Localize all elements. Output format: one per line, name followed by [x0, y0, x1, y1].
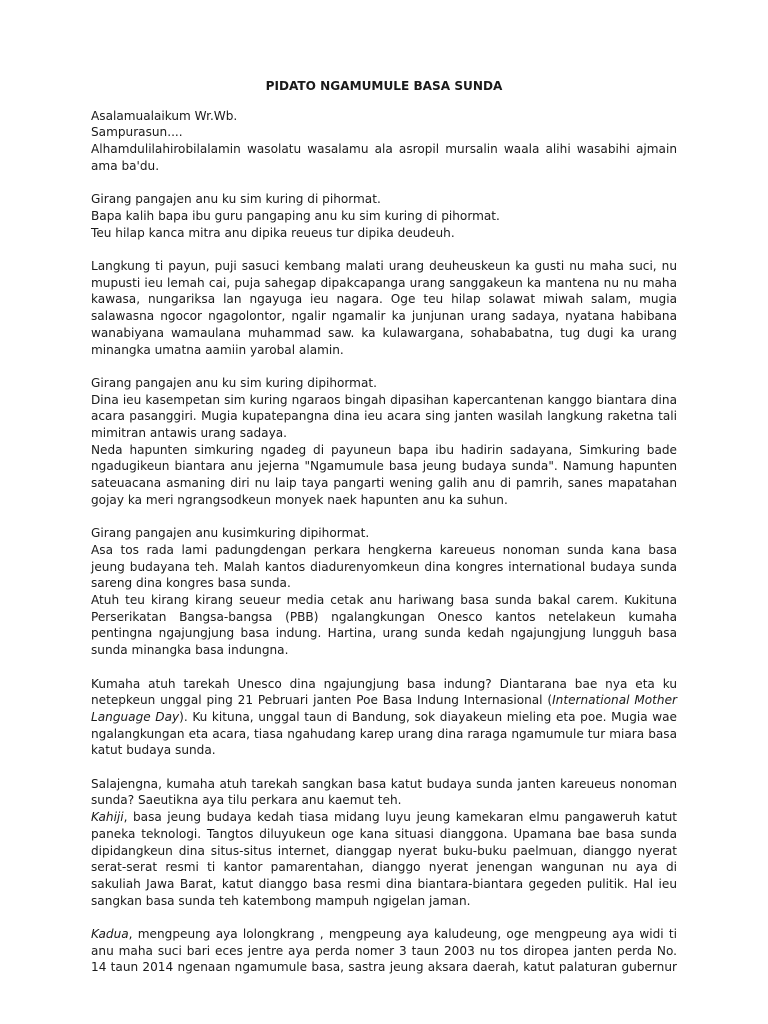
pride-line: sareng dina kongres basa sunda. [91, 576, 291, 591]
salutation-line: Girang pangajen anu kusimkuring dipihormat. [91, 526, 370, 541]
unesco-line: Kumaha atuh tarekah Unesco dina ngajungjung basa indung? Diantarana bae nya eta ku [91, 676, 677, 691]
first-point-label: Kahiji [91, 810, 124, 825]
unesco-text: netepkeun unggal ping 21 Pebruari janten Poe Basa Indung Internasional ( [91, 693, 553, 708]
media-line: sunda minangka basa indungna. [91, 643, 289, 658]
unesco-line: ngalangkungan eta acara, tiasa ngahudang karep urang dina raraga ngamumule tur miara basa [91, 726, 677, 741]
hamdalah-line: ama ba'du. [91, 158, 160, 173]
salutation-line: Teu hilap kanca mitra anu dipika reueus tur dipika deudeuh. [91, 225, 455, 240]
opportunity-line: Dina ieu kasempetan sim kuring ngaraos bingah dipasihan kapercantenan kanggo biantara dina [91, 392, 677, 407]
unesco-line: katut budaya sunda. [91, 743, 216, 758]
apology-line: gojay ka meri ngrangsodkeun monyek naek hapunten anu ka suhun. [91, 492, 508, 507]
document-title: PIDATO NGAMUMULE BASA SUNDA [265, 79, 503, 93]
media-line: Perserikatan Bangsa-bangsa (PBB) ngalangkungan Onesco kantos netelakeun kumaha [91, 609, 677, 624]
opening-paragraph [91, 108, 677, 175]
second-point-line: anu maha suci bari eces jentre aya perda nomer 3 taun 2003 nu tos diropea janten perda No. [91, 943, 677, 958]
media-line: Atuh teu kirang kirang seueur media cetak anu hariwang basa sunda bakal carem. Kukituna [91, 593, 677, 608]
pride-paragraph [91, 525, 677, 659]
salutation-line: Bapa kalih bapa ibu guru pangaping anu ku sim kuring di pihormat. [91, 208, 500, 223]
first-point-text: , basa jeung budaya kedah tiasa midang luyu jeung kamekaran elmu pangaweruh katut [123, 810, 677, 825]
second-point-line: 14 taun 2014 ngenaan ngamumule basa, sastra jeung aksara daerah, katut palaturan gubernur [91, 960, 677, 975]
unesco-text: ). Ku kituna, unggal taun di Bandung, sok diayakeun mieling eta poe. Mugia wae [179, 709, 677, 724]
praise-line: Langkung ti payun, puji sasuci kembang malati urang deuheuskeun ka gusti nu maha suci, nu [91, 259, 677, 273]
praise-line: minangka umatna aamiin yarobal alamin. [91, 342, 344, 357]
first-point-line: sakuliah Jawa Barat, katut dianggo basa resmi dina biantara-biantara gegeden pulitik. Hal ieu [91, 876, 677, 891]
next-steps-paragraph [91, 776, 677, 910]
first-point-line: serat-serat resmi ti kantor pamarentahan, dianggo nyerat jenengan wangunan nu aya di [91, 860, 677, 875]
opportunity-line: mimitran antawis urang sadaya. [91, 426, 287, 441]
next-steps-line: sunda? Saeutikna aya tilu perkara anu kaemut teh. [91, 793, 402, 808]
praise-line: salawasna ngocor ngagolontor, ngalir ngamalir ka junjunan urang sadaya, nyatana habibana [91, 309, 677, 324]
praise-line: wanabiyana wamaulana muhammad saw. ka kulawargana, sohababatna, tug dugi ka urang [91, 325, 677, 340]
media-line: pentingna ngajungjung basa indung. Hartina, urang sunda kedah ngajungjung lungguh basa [91, 626, 677, 641]
first-point-line: paneka teknologi. Tangtos diluyukeun oge kana situasi dianggona. Upamana bae basa sunda [91, 826, 677, 841]
salutation-line: Girang pangajen anu ku sim kuring di pihormat. [91, 192, 381, 207]
opportunity-paragraph [91, 375, 677, 509]
unesco-paragraph [91, 676, 677, 760]
day-name-italic: International Mother [552, 693, 677, 708]
salutation-paragraph [91, 191, 677, 241]
praise-line: mupusti ieu lemah cai, puja sahegap dipakcapanga urang sanggakeun ka mantena nu nu maha [91, 275, 677, 290]
sampurasun-line: Sampurasun.... [91, 125, 183, 140]
next-steps-line: Salajengna, kumaha atuh tarekah sangkan basa katut budaya sunda janten kareueus nonoman [91, 776, 677, 791]
praise-line: kawasa, nungariksa lan ngayuga ieu nagara. Oge teu hilap solawat miwah salam, mugia [91, 292, 677, 307]
second-point-paragraph [91, 926, 677, 976]
greeting-line: Asalamualaikum Wr.Wb. [91, 108, 238, 123]
hamdalah-line: Alhamdulilahirobilalamin wasolatu wasalamu ala asropil mursalin waala alihi wasabihi ajmain [91, 142, 677, 157]
unesco-line [91, 692, 677, 709]
pride-line: Asa tos rada lami padungdengan perkara hengkerna kareueus nonoman sunda kana basa [91, 542, 677, 557]
pride-line: jeung budayana teh. Malah kantos diadurenyomkeun dina kongres international budaya sunda [91, 559, 677, 574]
day-name-italic: Language Day [91, 709, 180, 724]
second-point-label: Kadua [91, 927, 129, 942]
apology-line: ngadugikeun biantara anu jejerna "Ngamumule basa jeung budaya sunda". Namung hapunten [91, 459, 677, 474]
apology-line: Neda hapunten simkuring ngadeg di payuneun bapa ibu hadirin sadayana, Simkuring bade [91, 442, 677, 457]
opportunity-line: acara pasanggiri. Mugia kupatepangna dina ieu acara sing janten wasilah langkung raketna tali [91, 409, 677, 424]
second-point-text: , mengpeung aya lolongkrang , mengpeung aya kaludeung, oge mengpeung aya widi ti [128, 927, 677, 942]
document-page [91, 78, 677, 993]
apology-line: sateuacana asmaning diri nu laip taya pangarti wening galih anu di pamrih, sanes mapatahan [91, 476, 677, 491]
first-point-line: sangkan basa sunda teh katembong mampuh ngigelan jaman. [91, 893, 471, 908]
first-point-line [91, 809, 677, 826]
unesco-line [91, 709, 677, 726]
salutation-line: Girang pangajen anu ku sim kuring dipihormat. [91, 375, 377, 390]
praise-paragraph [91, 258, 677, 358]
first-point-line: dipidangkeun dina situs-situs internet, dianggap nyerat buku-buku paelmuan, dianggo nyerat [91, 843, 677, 858]
second-point-line [91, 926, 677, 943]
